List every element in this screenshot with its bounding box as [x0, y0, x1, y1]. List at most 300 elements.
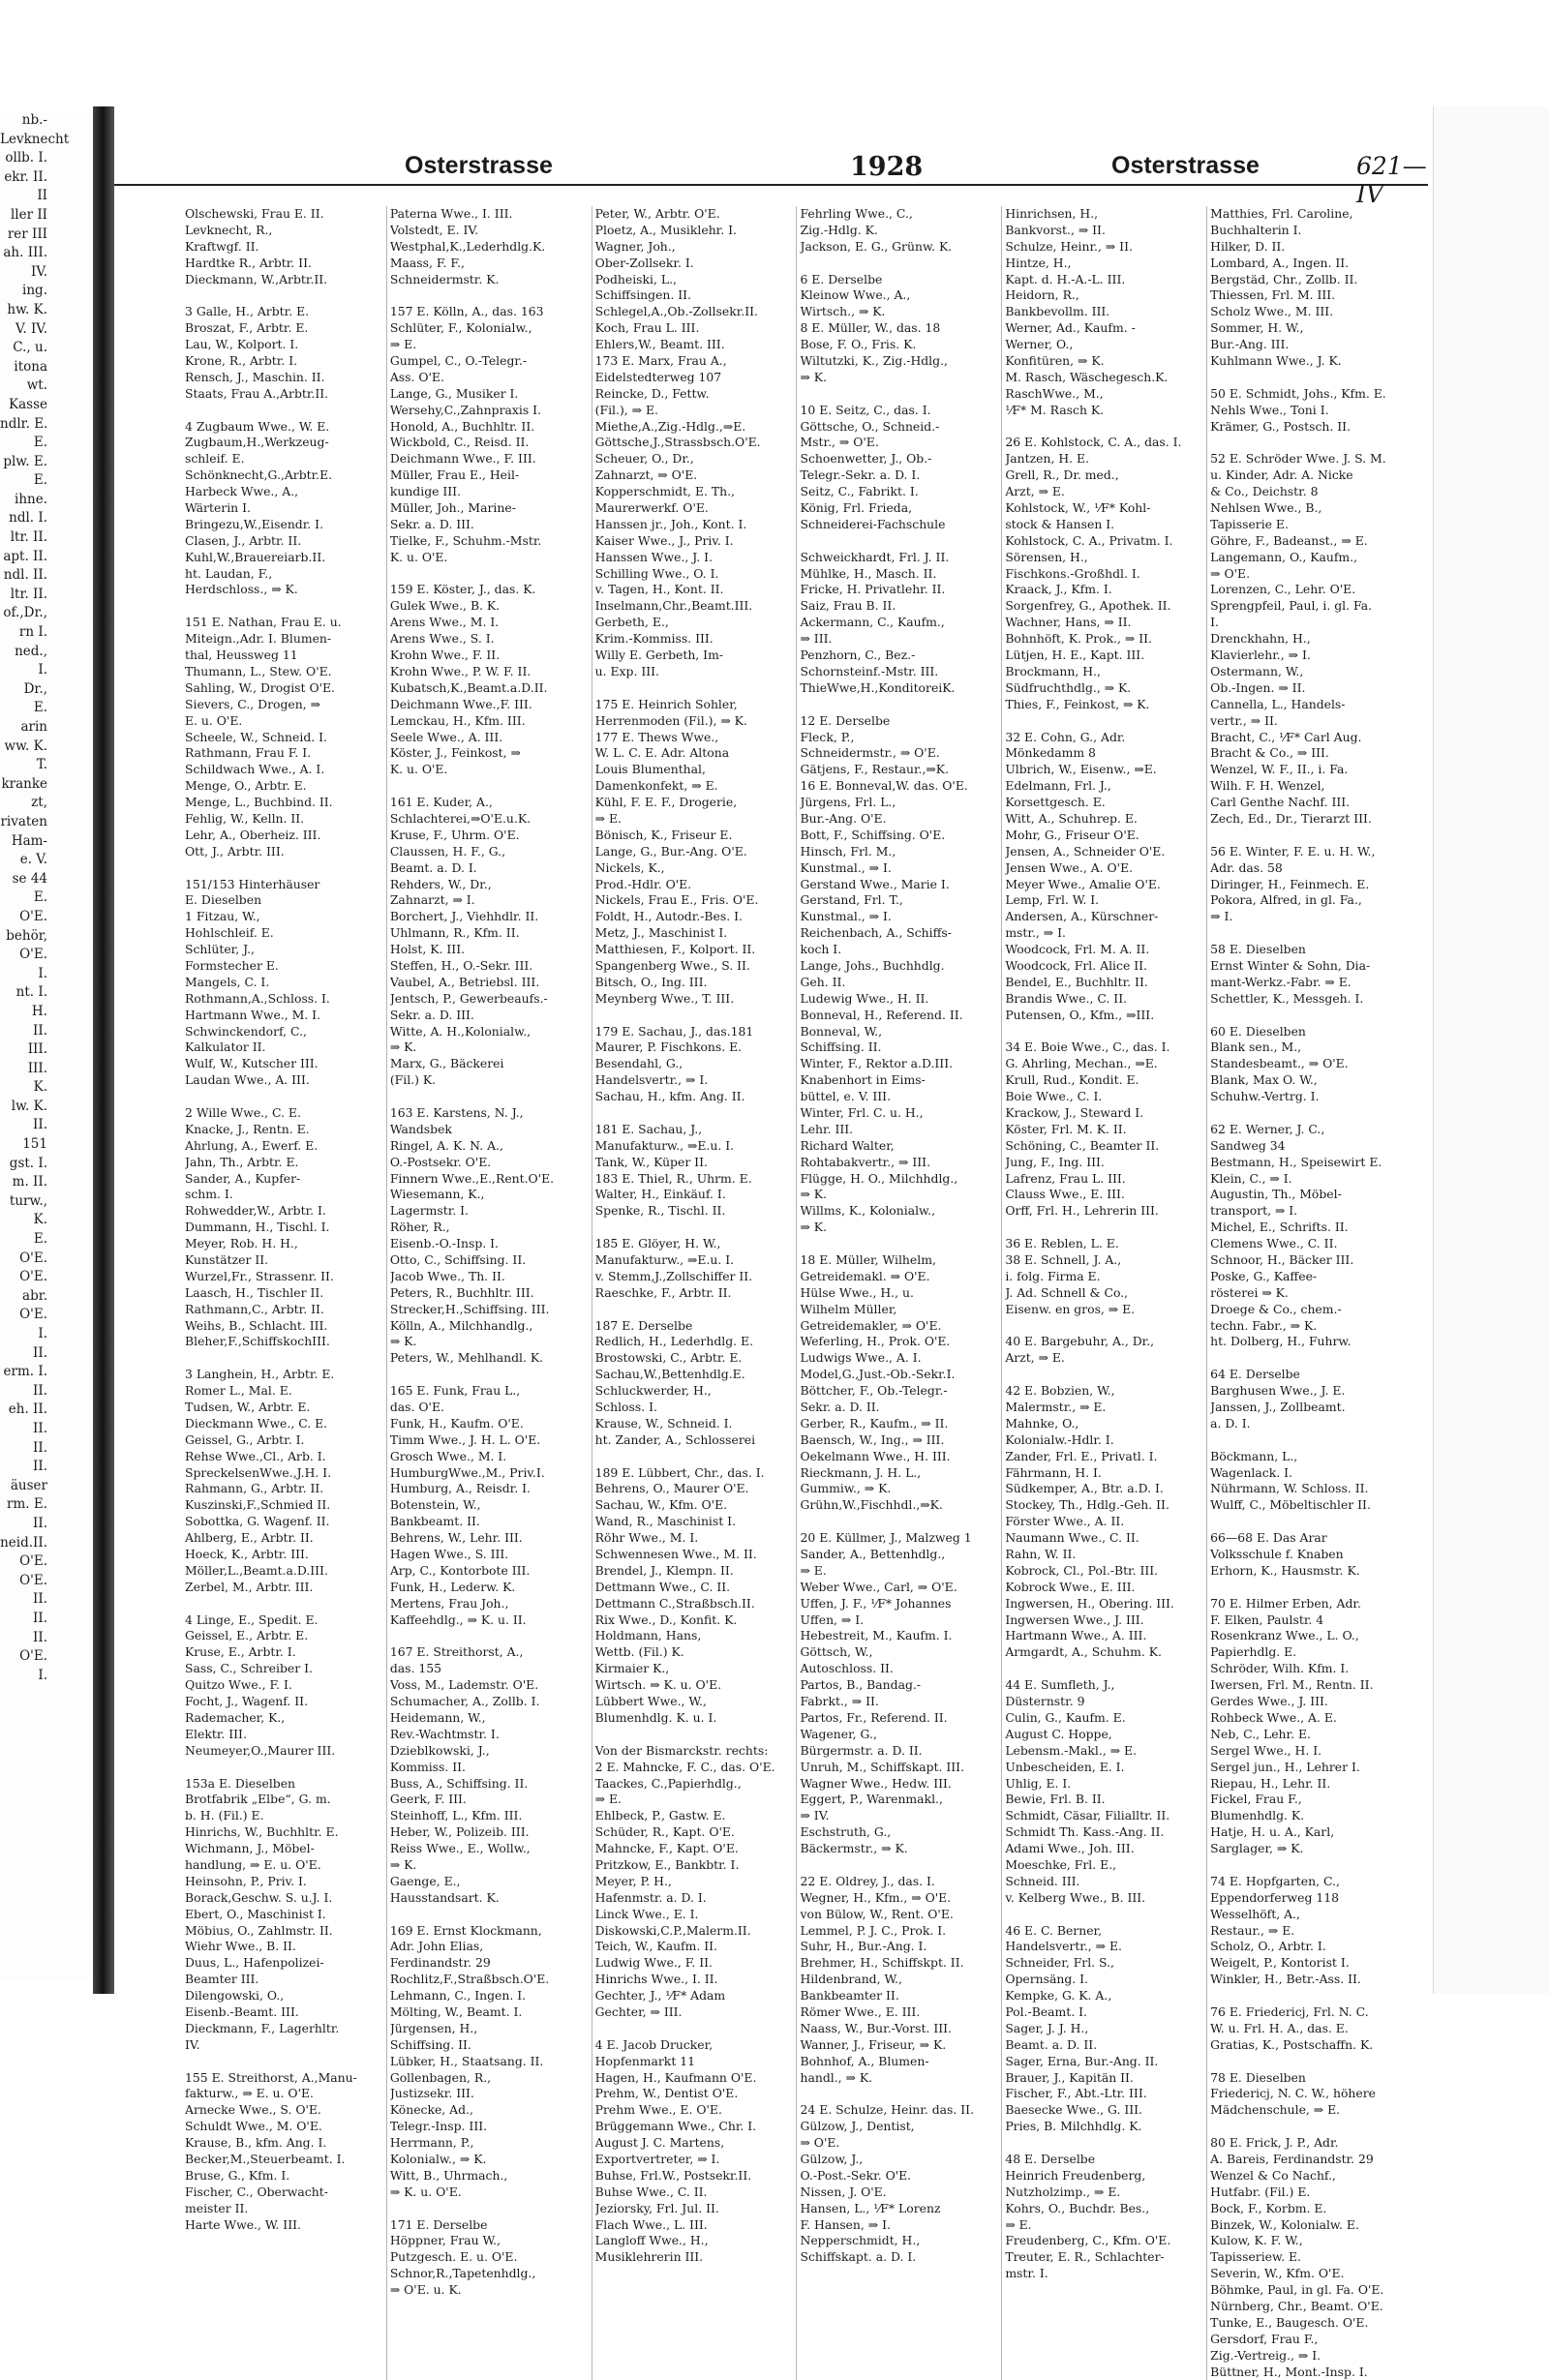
prev-page-fragment: E. [33, 435, 47, 451]
directory-entry-line: Schloss. I. [594, 1400, 657, 1415]
directory-entry-line: ⇒ I. [1210, 909, 1233, 924]
prev-page-fragment: O'E. [19, 1572, 47, 1588]
directory-entry-line: Hinrichsen, H., [1005, 206, 1099, 221]
directory-entry-line: Fehlig, W., Kelln. II. [185, 810, 305, 826]
directory-entry-line: Ehlers,W., Beamt. III. [594, 337, 725, 352]
directory-entry-line: Geerk, F. III. [389, 1792, 467, 1807]
directory-entry-line: Adr. das. 58 [1210, 859, 1283, 875]
directory-entry-line: Schöning, C., Beamter II. [1005, 1137, 1160, 1153]
directory-entry-line: Schlachterei,⇒O'E.u.K. [389, 810, 532, 826]
directory-entry-line: Edelmann, Frl. J., [1005, 778, 1111, 794]
directory-entry-line: Hatje, H. u. A., Karl, [1210, 1824, 1335, 1840]
directory-entry-line [595, 680, 794, 697]
directory-entry-line: Blank sen., M., [1210, 1039, 1302, 1055]
directory-entry-line [1005, 1907, 1203, 1923]
directory-entry-line: Schüder, R., Kapt. O'E. [594, 1824, 735, 1840]
directory-entry-line [1005, 1661, 1203, 1677]
directory-entry-line: Ackermann, C., Kaufm., [800, 615, 945, 630]
directory-entry-line: Kunstätzer II. [185, 1252, 269, 1267]
directory-entry-line: ⇒ E. [800, 1562, 827, 1578]
directory-entry-line: Wiehr Wwe., B. II. [185, 1939, 296, 1954]
prev-page-fragment: kranke [1, 775, 47, 792]
prev-page-fragment: Levknecht [0, 131, 70, 147]
directory-entry-line: Grell, R., Dr. med., [1005, 467, 1119, 483]
directory-entry-line: Bur.-Ang. III. [1210, 337, 1290, 352]
directory-entry-line: Nickels, Frau E., Fris. O'E. [594, 892, 759, 908]
directory-entry-line: Claussen, H. F., G., [389, 843, 506, 859]
directory-entry-line: Marx, G., Bäckerei [389, 1056, 504, 1071]
directory-entry-line [800, 1514, 998, 1530]
directory-entry-line: kundige III. [389, 484, 462, 499]
directory-entry-line: 181 E. Sachau, J., [594, 1121, 703, 1136]
directory-entry-line: das. 155 [389, 1661, 442, 1676]
directory-entry-line: Pries, B. Milchhdlg. K. [1005, 2119, 1142, 2134]
directory-entry-line: (Fil.) K. [389, 1072, 437, 1088]
directory-entry-line: Becker,M.,Steuerbeamt. I. [185, 2151, 346, 2166]
directory-entry-line: Krause, W., Schneid. I. [594, 1415, 733, 1431]
directory-entry-line: Zander, Frl. E., Privatl. I. [1005, 1448, 1158, 1463]
directory-entry-line: 40 E. Bargebuhr, A., Dr., [1005, 1334, 1155, 1349]
directory-column-5 [1001, 206, 1206, 2380]
directory-entry-line: Wilh. F. H. Wenzel, [1210, 778, 1325, 794]
directory-entry-line: 66—68 E. Das Arar [1210, 1530, 1327, 1546]
directory-entry-line: Olschewski, Frau E. II. [185, 206, 324, 221]
directory-entry-line: Lemmel, P. J. C., Prok. I. [800, 1922, 947, 1938]
directory-entry-line: Honold, A., Buchhltr. II. [389, 418, 535, 434]
directory-entry-line: Ebert, O., Maschinist I. [185, 1906, 326, 1921]
directory-entry-line: Gollenbagen, R., [389, 2069, 492, 2085]
directory-entry-line: Rahmann, G., Arbtr. II. [185, 1481, 324, 1496]
directory-entry-line: Fischkons.-Großhdl. I. [1005, 565, 1140, 581]
directory-entry-line: Jackson, E. G., Grünw. K. [800, 238, 953, 254]
directory-entry-line: Schiffskapt. a. D. I. [800, 2249, 917, 2265]
directory-entry-line [800, 1857, 998, 1874]
directory-entry-line: Manufakturw., ⇒E.u. I. [594, 1137, 735, 1153]
directory-entry-line: Wulf, W., Kutscher III. [185, 1056, 319, 1071]
directory-entry-line [595, 1008, 794, 1024]
prev-page-fragment: II. [33, 1459, 47, 1475]
directory-entry-line: Meyer, Rob. H. H., [185, 1236, 298, 1251]
directory-entry-line: Wichmann, J., Möbel- [185, 1841, 315, 1856]
directory-entry-line: mstr. I. [1005, 2266, 1048, 2281]
directory-entry-line: Beamt. a. D. II. [1005, 2036, 1098, 2052]
directory-entry-line: ⇒ K. [389, 1039, 417, 1055]
directory-entry-line: Funk, H., Lederw. K. [389, 1579, 516, 1594]
directory-entry-line: Hohlschleif. E. [185, 925, 274, 941]
directory-entry-line: Hintze, H., [1005, 255, 1072, 270]
directory-entry-line: Broszat, F., Arbtr. E. [185, 320, 309, 336]
directory-page [114, 131, 1428, 2379]
directory-entry-line: ⇒ K. [800, 1220, 828, 1235]
directory-entry-line: Kirmaier K., [594, 1661, 670, 1676]
directory-entry-line [595, 1727, 794, 1743]
directory-entry-line: Steffen, H., O.-Sekr. III. [389, 957, 533, 973]
directory-entry-line: Exportvertreter, ⇒ I. [594, 2151, 720, 2166]
directory-entry-line [1210, 1350, 1409, 1367]
directory-entry-line: Wirtsch. ⇒ K. u. O'E. [594, 1677, 722, 1693]
directory-entry-line: Lütjen, H. E., Kapt. III. [1005, 648, 1145, 663]
directory-entry-line: Blumenhdlg. K. [1210, 1808, 1305, 1823]
directory-entry-line: Arp, C., Kontorbote III. [389, 1562, 531, 1578]
directory-entry-line: Rieckmann, J. H. L., [800, 1464, 922, 1480]
directory-entry-line: ⇒ K. [389, 1856, 417, 1872]
directory-entry-line: Bracht & Co., ⇒ III. [1210, 745, 1329, 761]
directory-entry-line [1005, 1367, 1203, 1383]
directory-entry-line: 60 E. Dieselben [1210, 1023, 1306, 1039]
directory-entry-line: Uffen, ⇒ I. [800, 1612, 865, 1627]
directory-entry-line: Jürgensen, H., [389, 2020, 478, 2035]
directory-entry-line: Kaffeehdlg., ⇒ K. u. II. [389, 1612, 527, 1627]
directory-entry-line: Sekr. a. D. II. [800, 1400, 880, 1415]
directory-entry-line: Eisenw. en gros, ⇒ E. [1005, 1301, 1136, 1316]
directory-entry-line: Scheuer, O., Dr., [594, 451, 694, 467]
directory-entry-line: Foldt, H., Autodr.-Bes. I. [594, 909, 743, 924]
directory-entry-line: Handelsvertr., ⇒ I. [594, 1072, 709, 1088]
directory-entry-line: Wachner, Hans, ⇒ II. [1005, 615, 1132, 630]
directory-entry-line: O.-Postsekr. O'E. [389, 1154, 492, 1169]
prev-page-fragment: I. [38, 1667, 47, 1683]
prev-page-fragment: apt. II. [3, 548, 47, 564]
directory-entry-line: Gersdorf, Frau F., [1210, 2331, 1319, 2346]
directory-entry-line: Gülzow, J., Dentist, [800, 2119, 915, 2134]
directory-entry-line: Rix Wwe., D., Konfit. K. [594, 1612, 738, 1627]
directory-entry-line: Diringer, H., Feinmech. E. [1210, 876, 1370, 891]
directory-entry-line: 34 E. Boie Wwe., C., das. I. [1005, 1039, 1170, 1055]
directory-entry-line: Buchhalterin I. [1210, 222, 1302, 237]
directory-entry-line: Schuhw.-Vertrg. I. [1210, 1089, 1320, 1104]
directory-entry-line: 153a E. Dieselben [185, 1775, 296, 1791]
directory-entry-line: Ehlbeck, P., Gastw. E. [594, 1808, 726, 1823]
directory-entry-line [595, 2021, 794, 2037]
directory-entry-line [185, 1760, 383, 1776]
directory-entry-line: W. u. Frl. H. A., das. E. [1210, 2020, 1349, 2035]
directory-entry-line [1210, 1008, 1409, 1024]
directory-entry-line: Schmidt Th. Kass.-Ang. II. [1005, 1824, 1165, 1840]
directory-entry-line: Gratias, K., Postschaffn. K. [1210, 2036, 1374, 2052]
directory-entry-line: ⇒ E. [389, 337, 417, 352]
directory-entry-line: Bott, F., Schiffsing. O'E. [800, 827, 946, 842]
directory-entry-line: Arnecke Wwe., S. O'E. [185, 2102, 321, 2118]
directory-entry-line: Göttsche,J.,Strassbsch.O'E. [594, 435, 761, 450]
prev-page-fragment: II. [33, 1629, 47, 1645]
directory-entry-line: Jensen Wwe., A. O'E. [1005, 859, 1134, 875]
directory-entry-line [390, 1907, 589, 1923]
directory-entry-line: Scholz, O., Arbtr. I. [1210, 1939, 1326, 1954]
directory-entry-line: Rensch, J., Maschin. II. [185, 369, 325, 384]
directory-entry-line: Wettb. (Fil.) K. [594, 1644, 684, 1660]
directory-entry-line: schleif. E. [185, 451, 245, 467]
directory-entry-line: Fehrling Wwe., C., [800, 206, 913, 221]
directory-entry-line: Köster, J., Feinkost, ⇒ [389, 745, 521, 761]
directory-entry-line: Wegner, H., Kfm., ⇒ O'E. [800, 1889, 952, 1905]
directory-entry-line: F. Hansen, ⇒ I. [800, 2216, 891, 2232]
directory-entry-line: 151 E. Nathan, Frau E. u. [185, 615, 342, 630]
directory-entry-line [595, 1302, 794, 1318]
directory-entry-line [800, 386, 998, 403]
directory-entry-line: Hausstandsart. K. [389, 1889, 500, 1905]
directory-entry-line: Louis Blumenthal, [594, 762, 706, 777]
directory-entry-line: Hutfabr. (Fil.) E. [1210, 2184, 1311, 2199]
directory-entry-line: Krull, Rud., Kondit. E. [1005, 1072, 1139, 1088]
directory-entry-line: Richard Walter, [800, 1137, 895, 1153]
directory-entry-line: Witt, A., Schuhrep. E. [1005, 810, 1138, 826]
directory-entry-line: Schluckwerder, H., [594, 1383, 712, 1399]
directory-entry-line: HumburgWwe.,M., Priv.I. [389, 1464, 545, 1480]
directory-entry-line: 3 Langhein, H., Arbtr. E. [185, 1367, 335, 1382]
book-spine [93, 106, 114, 1994]
directory-entry-line: 52 E. Schröder Wwe. J. S. M. [1210, 451, 1386, 467]
directory-entry-line: Nürnberg, Chr., Beamt. O'E. [1210, 2299, 1383, 2313]
directory-entry-line: Armgardt, A., Schuhm. K. [1005, 1644, 1162, 1660]
directory-entry-line: Westphal,K.,Lederhdlg.K. [389, 238, 546, 254]
directory-entry-line: Böhmke, Paul, in gl. Fa. O'E. [1210, 2282, 1384, 2298]
directory-entry-line: Teich, W., Kaufm. II. [594, 1939, 717, 1954]
directory-entry-line: Neumeyer,O.,Maurer III. [185, 1742, 336, 1758]
directory-entry-line: Peters, R., Buchhltr. III. [389, 1284, 534, 1300]
directory-entry-line: Prod.-Hdlr. O'E. [594, 876, 692, 891]
directory-entry-line: Telegr.-Insp. III. [389, 2119, 488, 2134]
directory-entry-line: Linck Wwe., E. I. [594, 1906, 699, 1921]
directory-entry-line: ⇒ K. u. O'E. [389, 2184, 462, 2199]
directory-entry-line: Volstedt, E. IV. [389, 222, 479, 237]
directory-entry-line: Wiesemann, K., [389, 1187, 485, 1202]
directory-entry-line: ht. Zander, A., Schlosserei [594, 1431, 756, 1447]
directory-entry-line: Kuhl,W.,Brauereiarb.II. [185, 549, 326, 564]
directory-entry-line: König, Frl. Frieda, [800, 500, 913, 516]
prev-page-fragment: nb.- [21, 112, 47, 128]
directory-entry-line: Formstecher E. [185, 957, 279, 973]
directory-entry-line: Böttcher, F., Ob.-Telegr.- [800, 1383, 948, 1399]
prev-page-fragment: IV. [30, 263, 47, 280]
directory-entry-line: Bur.-Ang. O'E. [800, 810, 887, 826]
directory-entry-line: Herrenmoden (Fil.), ⇒ K. [594, 712, 747, 728]
directory-entry-line: Spenke, R., Tischl. II. [594, 1203, 726, 1219]
directory-entry-line: Strecker,H.,Schiffsing. III. [389, 1301, 550, 1316]
directory-entry-line: Krohn Wwe., P. W. F. II. [389, 663, 532, 678]
prev-page-fragment: ndlr. E. [0, 415, 48, 432]
directory-entry-line: Ploetz, A., Musiklehr. I. [594, 222, 737, 237]
directory-entry-line: mstr., ⇒ I. [1005, 925, 1066, 941]
directory-entry-line: Bönisch, K., Friseur E. [594, 827, 733, 842]
directory-entry-line: Sörensen, H., [1005, 549, 1088, 564]
directory-entry-line: Quitzo Wwe., F. I. [185, 1677, 292, 1693]
directory-entry-line: Kuszinski,F.,Schmied II. [185, 1497, 331, 1513]
directory-entry-line: Brockmann, H., [1005, 663, 1101, 678]
directory-entry-line: Heidorn, R., [1005, 287, 1079, 303]
directory-entry-line: Baensch, W., Ing., ⇒ III. [800, 1431, 945, 1447]
directory-entry-line: Staats, Frau A.,Arbtr.II. [185, 385, 329, 401]
directory-entry-line: 10 E. Seitz, C., das. I. [800, 402, 931, 417]
directory-entry-line: Zig.-Hdlg. K. [800, 222, 878, 237]
directory-entry-line: 80 E. Frick, J. P., Adr. [1210, 2135, 1339, 2151]
directory-entry-line: Göhre, F., Badeanst., ⇒ E. [1210, 532, 1368, 548]
street-name-left: Osterstrasse [405, 152, 553, 179]
directory-entry-line: Bürgermstr. a. D. II. [800, 1742, 923, 1758]
directory-entry-line: Maass, F. F., [389, 255, 465, 270]
directory-entry-line: 8 E. Müller, W., das. 18 [800, 320, 941, 336]
directory-entry-line: Reincke, D., Fettw. [594, 385, 710, 401]
directory-entry-line: Bendel, E., Buchhltr. II. [1005, 974, 1148, 989]
directory-entry-line: Bitsch, O., Ing. III. [594, 974, 708, 989]
directory-entry-line: Schlüter, J., [185, 942, 255, 957]
directory-entry-line: Hoeck, K., Arbtr. III. [185, 1547, 309, 1562]
directory-entry-line: Schneidermstr., ⇒ O'E. [800, 745, 940, 761]
directory-entry-line: Arzt, ⇒ E. [1005, 484, 1065, 499]
directory-entry-line: Lombard, A., Ingen. II. [1210, 255, 1350, 270]
directory-entry-line: Göttsche, O., Schneid.- [800, 418, 940, 434]
prev-page-fragment: rer III [7, 226, 47, 242]
directory-entry-line: Unruh, M., Schiffskapt. III. [800, 1759, 965, 1774]
directory-entry-line: Nepperschmidt, H., [800, 2233, 921, 2248]
directory-entry-line [1005, 713, 1203, 730]
directory-entry-line: Borack,Geschw. S. u.J. I. [185, 1889, 333, 1905]
directory-entry-line: Beamt. a. D. I. [389, 859, 477, 875]
directory-entry-line: Schnor,R.,Tapetenhdlg., [389, 2266, 536, 2281]
prev-page-fragment: lw. K. [11, 1098, 47, 1114]
directory-entry-line: Wanner, J., Friseur, ⇒ K. [800, 2036, 947, 2052]
directory-entry-line [185, 287, 383, 304]
prev-page-fragment: III. [27, 1041, 47, 1058]
directory-entry-line: Kolonialw.-Hdlr. I. [1005, 1431, 1114, 1447]
directory-entry-line: Jantzen, H. E. [1005, 451, 1090, 467]
directory-entry-line: Sager, J. J. H., [1005, 2020, 1089, 2035]
directory-entry-line: Lafrenz, Frau L. III. [1005, 1170, 1126, 1186]
directory-entry-line: Zerbel, M., Arbtr. III. [185, 1579, 314, 1594]
directory-entry-line: Blumenhdlg. K. u. I. [594, 1709, 717, 1725]
directory-entry-line [390, 1367, 589, 1383]
directory-entry-line: Zahnarzt, ⇒ O'E. [594, 467, 698, 483]
directory-entry-line: Wurzel,Fr., Strassenr. II. [185, 1268, 334, 1283]
directory-entry-line [1210, 435, 1409, 451]
directory-entry-line: Winkler, H., Betr.-Ass. II. [1210, 1972, 1361, 1987]
directory-entry-line: Arens Wwe., S. I. [389, 631, 495, 647]
directory-entry-line: Konfitüren, ⇒ K. [1005, 353, 1105, 369]
directory-entry-line: Mertens, Frau Joh., [389, 1595, 509, 1611]
directory-entry-line: Rohwedder,W., Arbtr. I. [185, 1203, 326, 1219]
directory-entry-line: Metz, J., Maschinist I. [594, 925, 728, 941]
directory-entry-line: Harbeck Wwe., A., [185, 484, 299, 499]
directory-entry-line: Humburg, A., Reisdr. I. [389, 1481, 531, 1496]
directory-entry-line: I. [1210, 615, 1219, 630]
prev-page-fragment: rivaten [0, 813, 47, 829]
directory-entry-line: Bohnhöft, K. Prok., ⇒ II. [1005, 631, 1152, 647]
directory-entry-line [390, 1628, 589, 1644]
directory-entry-line: Heidemann, W., [389, 1709, 486, 1725]
directory-entry-line: Lübbert Wwe., W., [594, 1694, 707, 1709]
directory-entry-line: Hinsch, Frl. M., [800, 843, 896, 859]
directory-entry-line: Walter, H., Einkäuf. I. [594, 1187, 726, 1202]
prev-page-fragment: O'E. [19, 1269, 47, 1285]
directory-entry-line: Damenkonfekt, ⇒ E. [594, 778, 718, 794]
prev-page-fragment: E. [33, 472, 47, 489]
directory-entry-line: Reiss Wwe., E., Wollw., [389, 1841, 531, 1856]
directory-entry-line: Neb, C., Lehr. E. [1210, 1726, 1311, 1741]
directory-entry-line: 169 E. Ernst Klockmann, [389, 1922, 542, 1938]
directory-entry-line: 18 E. Müller, Wilhelm, [800, 1252, 936, 1267]
directory-entry-line: 20 E. Küllmer, J., Malzweg 1 [800, 1530, 972, 1546]
directory-entry-line: RaschWwe., M., [1005, 385, 1104, 401]
directory-entry-line: Wagner Wwe., Hedw. III. [800, 1775, 952, 1791]
directory-entry-line: 155 E. Streithorst, A.,Manu- [185, 2069, 357, 2085]
directory-entry-line: Hopfenmarkt 11 [594, 2053, 696, 2068]
directory-entry-line: Kuhlmann Wwe., J. K. [1210, 353, 1342, 369]
directory-entry-line: Möller,L.,Beamt.a.D.III. [185, 1562, 328, 1578]
directory-entry-line: Unbescheiden, E. I. [1005, 1759, 1125, 1774]
directory-entry-line: Lange, Johs., Buchhdlg. [800, 957, 945, 973]
directory-entry-line: Hagen Wwe., S. III. [389, 1547, 509, 1562]
directory-entry-line: 32 E. Cohn, G., Adr. [1005, 729, 1126, 744]
directory-entry-line [1210, 925, 1409, 942]
directory-entry-line: Bock, F., Korbm. E. [1210, 2200, 1327, 2215]
directory-entry-line: handl., ⇒ K. [800, 2069, 873, 2085]
directory-entry-line: Lange, G., Musiker I. [389, 385, 519, 401]
directory-entry-line: Rohtabakvertr., ⇒ III. [800, 1154, 931, 1169]
directory-entry-line: Augustin, Th., Möbel- [1210, 1187, 1342, 1202]
directory-entry-line: 26 E. Kohlstock, C. A., das. I. [1005, 435, 1182, 450]
directory-entry-line: Sergel Wwe., H. I. [1210, 1742, 1322, 1758]
directory-entry-line: Brandis Wwe., C. II. [1005, 990, 1128, 1006]
directory-entry-line: Deichmann Wwe.,F. III. [389, 696, 532, 711]
directory-entry-line: ⇒ E. [1005, 2216, 1032, 2232]
directory-entry-line: Hardtke R., Arbtr. II. [185, 255, 312, 270]
directory-entry-line: Beamter III. [185, 1972, 259, 1987]
directory-entry-line: Arens Wwe., M. I. [389, 615, 500, 630]
directory-entry-line: Hinrichs, W., Buchhltr. E. [185, 1824, 339, 1840]
directory-entry-line: Gerstand Wwe., Marie I. [800, 876, 950, 891]
directory-entry-line: Taackes, C.,Papierhdlg., [594, 1775, 742, 1791]
directory-entry-line: Kohrs, O., Buchdr. Bes., [1005, 2200, 1150, 2215]
directory-entry-line: Meyer, P. H., [594, 1873, 672, 1888]
directory-entry-line: Südfruchthdlg., ⇒ K. [1005, 679, 1132, 695]
directory-entry-line: Hansen, L., ⅟F* Lorenz [800, 2200, 941, 2215]
prev-page-fragment: II [37, 188, 47, 204]
prev-page-fragment: ller II [10, 206, 47, 223]
directory-entry-line: Tapisseriew. E. [1210, 2249, 1301, 2265]
directory-entry-line: Mohr, G., Friseur O'E. [1005, 827, 1139, 842]
directory-entry-line: Fabrkt., ⇒ II. [800, 1694, 879, 1709]
directory-entry-line: v. Stemm,J.,Zollschiffer II. [594, 1268, 753, 1283]
directory-entry-line: Partos, Fr., Referend. II. [800, 1709, 948, 1725]
directory-entry-line: Krause, B., kfm. Ang. I. [185, 2135, 327, 2151]
directory-entry-line: Bankbevollm. III. [1005, 304, 1110, 319]
directory-entry-line: Lemckau, H., Kfm. III. [389, 712, 526, 728]
directory-entry-line [1210, 2054, 1409, 2070]
directory-entry-line: Pokora, Alfred, in gl. Fa., [1210, 892, 1362, 908]
directory-entry-line: Reichenbach, A., Schiffs- [800, 925, 952, 941]
directory-entry-line [185, 1596, 383, 1612]
directory-entry-line: 2 E. Mahncke, F. C., das. O'E. [594, 1759, 775, 1774]
prev-page-fragment: ww. K. [4, 738, 47, 754]
prev-page-fragment: zt, [31, 795, 47, 811]
directory-entry-line: Kühl, F. E. F., Drogerie, [594, 795, 738, 810]
page-header [114, 131, 1428, 208]
directory-entry-line: Kommiss. II. [389, 1759, 466, 1774]
directory-entry-line: Rahn, W. II. [1005, 1547, 1077, 1562]
directory-entry-line: Miteign.,Adr. I. Blumen- [185, 631, 332, 647]
directory-entry-line: Manufakturw., ⇒E.u. I. [594, 1252, 735, 1267]
directory-entry-line: 76 E. Friedericj, Frl. N. C. [1210, 2003, 1369, 2019]
directory-entry-line [390, 566, 589, 583]
directory-entry-line: u. Kinder, Adr. A. Nicke [1210, 467, 1353, 483]
directory-entry-line: Schwinckendorf, C., [185, 1023, 307, 1039]
prev-page-fragment: gst. I. [9, 1155, 47, 1171]
directory-entry-line: Bankbeamter II. [800, 1988, 899, 2003]
directory-entry-line: Geissel, G., Arbtr. I. [185, 1431, 305, 1447]
directory-entry-line: Fleck, P., [800, 729, 855, 744]
prev-page-fragment: e. V. [19, 852, 47, 868]
directory-entry-line: Oekelmann Wwe., H. III. [800, 1448, 951, 1463]
directory-entry-line: rösterei ⇒ K. [1210, 1284, 1289, 1300]
